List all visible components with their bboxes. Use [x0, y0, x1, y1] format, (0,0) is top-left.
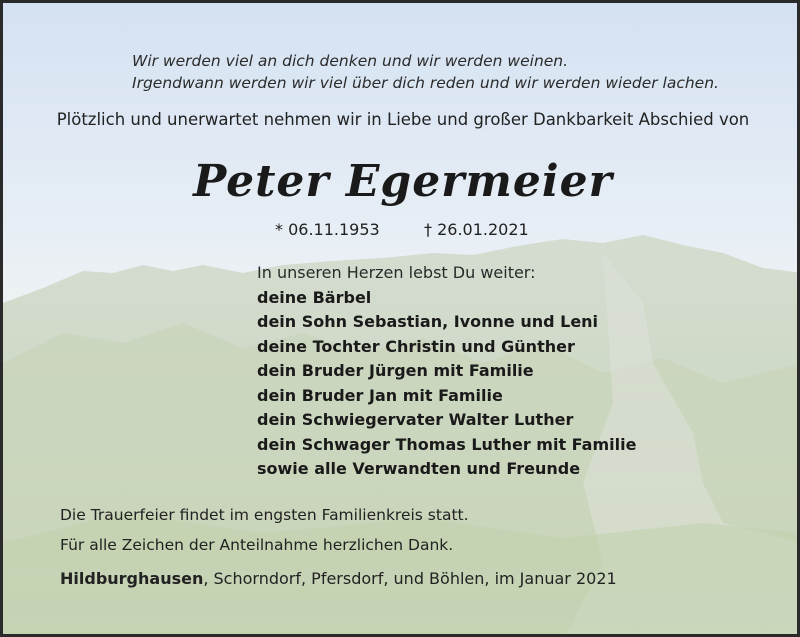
- mourner: dein Schwager Thomas Luther mit Familie: [257, 434, 637, 454]
- funeral-note: Die Trauerfeier findet im engsten Familienkreis statt.: [60, 506, 469, 524]
- mourner: sowie alle Verwandten und Freunde: [257, 459, 581, 478]
- poem-line: Wir werden viel an dich denken und wir werden weinen.: [132, 52, 569, 70]
- poem-line: Irgendwann werden wir viel über dich reden und wir werden wieder lachen.: [132, 74, 719, 92]
- notes: [60, 500, 469, 560]
- death-date: † 26.01.2021: [424, 220, 529, 239]
- poem: [132, 50, 719, 94]
- footer-place-date: [60, 569, 617, 588]
- thanks-note: Für alle Zeichen der Anteilnahme herzlichen Dank.: [60, 536, 454, 554]
- intro-text: Plötzlich und unerwartet nehmen wir in Liebe und großer Dankbarkeit Abschied von: [56, 110, 750, 129]
- footer-rest: , Schorndorf, Pfersdorf, und Böhlen, im Januar 2021: [203, 569, 617, 588]
- mourners-lead: In unseren Herzen lebst Du weiter:: [257, 263, 536, 282]
- footer-place: Hildburghausen: [60, 569, 204, 588]
- mourner: dein Schwiegervater Walter Luther: [257, 410, 574, 429]
- birth-date: * 06.11.1953: [275, 220, 380, 239]
- mourner: dein Sohn Sebastian, Ivonne und Leni: [257, 312, 599, 331]
- mourners-list: [257, 261, 636, 482]
- mourner: dein Bruder Jan mit Familie: [257, 385, 503, 405]
- obituary-content: [3, 3, 800, 637]
- mourner: dein Bruder Jürgen mit Familie: [257, 361, 534, 380]
- mourner: deine Bärbel: [257, 287, 372, 307]
- deceased-name: Peter Egermeier: [193, 156, 613, 207]
- mourner: deine Tochter Christin und Günther: [257, 336, 575, 356]
